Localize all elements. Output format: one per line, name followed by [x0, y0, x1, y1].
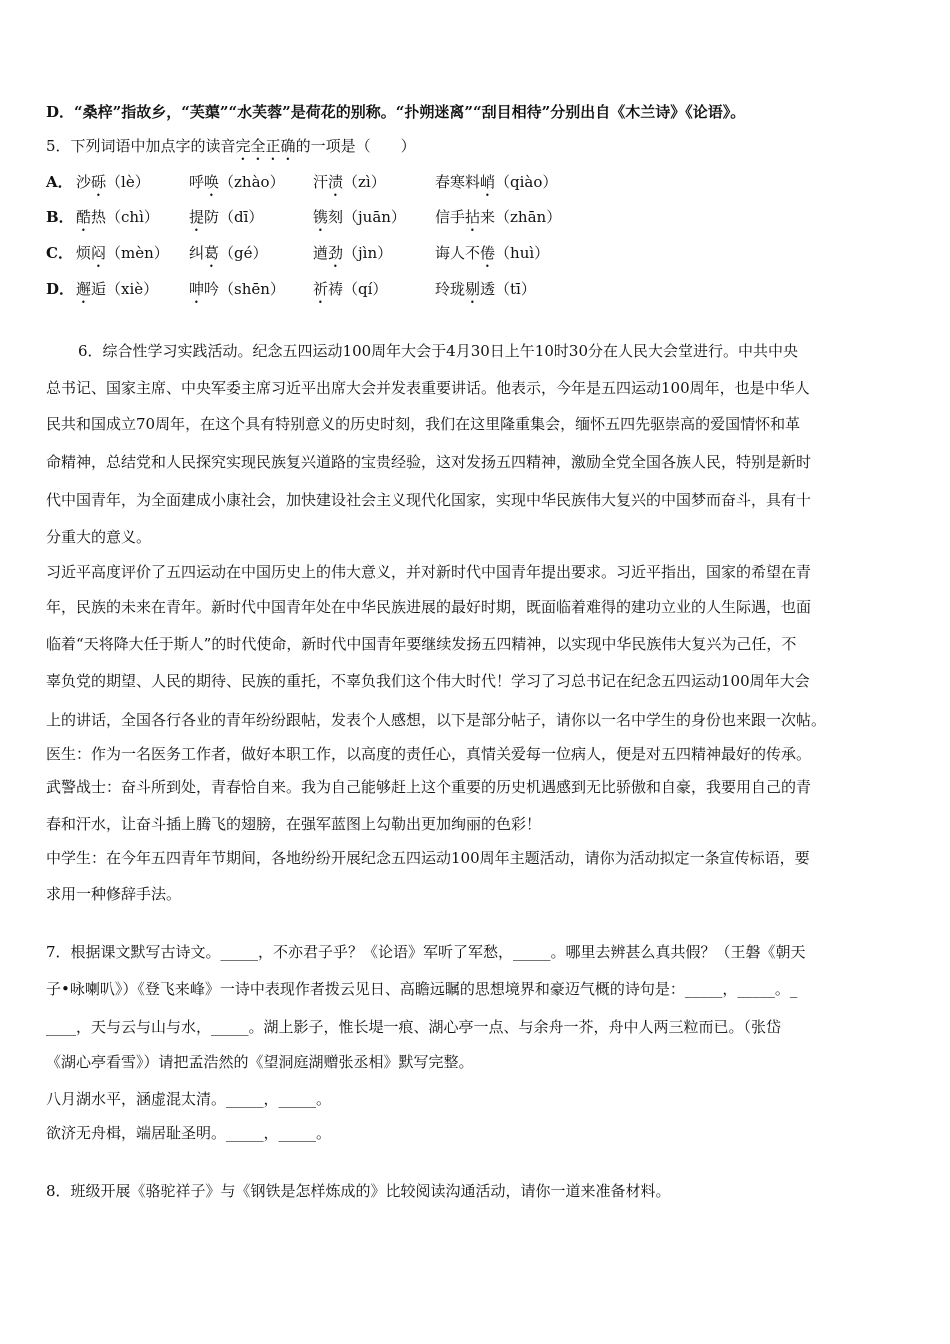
q5-option-word — [189, 206, 263, 235]
q5-word-post: 逅（xiè） — [91, 280, 159, 298]
q5-word-dot: 提 — [189, 208, 205, 226]
q7-line: 八月湖水平，涵虚混太清。_____，_____。 — [46, 1090, 332, 1108]
q5-option-letter: A． — [46, 173, 73, 191]
q6-line: 春和汗水，让奋斗插上腾飞的翅膀，在强军蓝图上勾勒出更加绚丽的色彩！ — [46, 815, 542, 833]
q5-word-pre: 纠 — [189, 244, 205, 262]
q5-stem-before: 5．下列词语中加点字的读音 — [46, 137, 236, 155]
q5-option-word — [189, 278, 285, 307]
q6-line: 武警战士：奋斗所到处，青春恰自来。我为自己能够赶上这个重要的历史机遇感到无比骄傲和自豪，我要用自己的青 — [46, 778, 812, 796]
q5-option-word — [435, 206, 561, 235]
q5-word-dot: 酷 — [76, 208, 92, 226]
q5-stem-dotted: 完全正确 — [235, 137, 296, 155]
q6-line: 上的讲话，全国各行各业的青年纷纷跟帖，发表个人感想，以下是部分帖子，请你以一名中学生的身份也来跟一次帖。 — [46, 711, 827, 729]
q5-word-post: 刻（juān） — [328, 208, 406, 226]
q5-word-post: （zì） — [343, 173, 386, 191]
q5-option-word — [313, 278, 387, 307]
q5-option-word — [189, 242, 268, 271]
q6-line: 6．综合性学习实践活动。纪念五四运动100周年大会于4月30日上午10时30分在人民大会堂进行。中共中央 — [78, 342, 798, 360]
q4-option-d: D．“桑梓”指故乡，“芙蕖”“水芙蓉”是荷花的别称。“扑朔迷离”“刮目相待”分别出自《木兰诗》《论语》。 — [46, 103, 746, 121]
q6-line: 医生：作为一名医务工作者，做好本职工作，以高度的责任心，真情关爱每一位病人，便是对五四精神最好的传承。 — [46, 745, 812, 763]
q6-line: 年，民族的未来在青年。新时代中国青年处在中华民族进展的最好时期，既面临着难得的建功立业的人生际遇，也面 — [46, 598, 812, 616]
q5-word-post: 吟（shēn） — [204, 280, 285, 298]
q7-line: 《湖心亭看雪》）请把孟浩然的《望洞庭湖赠张丞相》默写完整。 — [46, 1053, 474, 1071]
q5-option-word — [76, 171, 150, 200]
q5-option-word — [76, 242, 169, 271]
q5-word-dot: 峭 — [480, 173, 496, 191]
q5-option-word — [313, 206, 406, 235]
q5-option-word — [313, 242, 392, 271]
q7-line: 子•咏喇叭》）《登飞来峰》一诗中表现作者拨云见日、高瞻远瞩的思想境界和豪迈气概的诗句是：_____，_____。_ — [46, 980, 798, 998]
q5-word-dot: 闷 — [91, 244, 107, 262]
q5-word-post: 祷（qí） — [328, 280, 388, 298]
q5-word-post: 透（tī） — [480, 280, 536, 298]
q5-word-post: （huì） — [495, 244, 550, 262]
q6-line: 中学生：在今年五四青年节期间，各地纷纷开展纪念五四运动100周年主题活动，请你为活动拟定一条宣传标语，要 — [46, 849, 810, 867]
q5-word-dot: 渍 — [328, 173, 344, 191]
q5-option-letter: C． — [46, 244, 73, 262]
q5-word-dot: 剔 — [465, 280, 481, 298]
q5-word-dot: 葛 — [204, 244, 220, 262]
q5-word-pre: 玲珑 — [435, 280, 466, 298]
q5-stem-after: 的一项是（ ） — [295, 137, 416, 155]
q7-line: 欲济无舟楫，端居耻圣明。_____，_____。 — [46, 1124, 332, 1142]
q5-word-dot: 呻 — [189, 280, 205, 298]
q5-word-post: （lè） — [106, 173, 150, 191]
q5-word-post: 热（chì） — [91, 208, 159, 226]
q5-option-word — [435, 171, 557, 200]
q5-option-word — [435, 242, 549, 271]
q7-line: 7．根据课文默写古诗文。_____，不亦君子乎？《论语》军听了军愁，_____。哪里去辨甚么真共假？（王磐《朝天 — [46, 943, 806, 961]
q5-word-dot: 劲 — [328, 244, 344, 262]
q5-word-dot: 砾 — [91, 173, 107, 191]
q5-word-pre: 烦 — [76, 244, 92, 262]
q5-word-dot: 镌 — [313, 208, 329, 226]
q6-line: 分重大的意义。 — [46, 528, 152, 546]
q5-word-pre: 诲人不 — [435, 244, 481, 262]
q5-option-word — [76, 206, 159, 235]
q5-word-pre: 沙 — [76, 173, 92, 191]
q5-word-pre: 春寒料 — [435, 173, 481, 191]
q5-word-post: （jìn） — [343, 244, 393, 262]
q5-word-dot: 唤 — [204, 173, 220, 191]
q7-line: ____，天与云与山与水，_____。湖上影子，惟长堤一痕、湖心亭一点、与余舟一芥，舟中人两三粒而已。（张岱 — [46, 1018, 782, 1036]
q8-question: 8．班级开展《骆驼祥子》与《钢铁是怎样炼成的》比较阅读沟通活动，请你一道来准备材料。 — [46, 1182, 671, 1200]
q5-option-word — [435, 278, 536, 307]
q5-word-dot: 拈 — [465, 208, 481, 226]
q5-word-pre: 遒 — [313, 244, 329, 262]
q5-option-word — [313, 171, 386, 200]
q5-word-pre: 信手 — [435, 208, 466, 226]
q5-word-post: 来（zhān） — [480, 208, 562, 226]
q5-word-dot: 祈 — [313, 280, 329, 298]
q6-line: 求用一种修辞手法。 — [46, 885, 182, 903]
q6-line: 临着“天将降大任于斯人”的时代使命，新时代中国青年要继续发扬五四精神，以实现中华民族伟大复兴为己任，不 — [46, 635, 797, 653]
q5-option-word — [76, 278, 158, 307]
q6-line: 辜负党的期望、人民的期待、民族的重托，不辜负我们这个伟大时代！学习了习总书记在纪念五四运动100周年大会 — [46, 672, 810, 690]
q5-stem — [46, 135, 416, 164]
q6-line: 命精神，总结党和人民探究实现民族复兴道路的宝贵经验，这对发扬五四精神，激励全党全国各族人民，特别是新时 — [46, 453, 812, 471]
q5-option-word — [189, 171, 285, 200]
q5-word-dot: 倦 — [480, 244, 496, 262]
q5-word-post: （mèn） — [106, 244, 169, 262]
q5-word-post: 防（dī） — [204, 208, 264, 226]
q5-option-letter: D． — [46, 280, 75, 298]
q5-word-post: （gé） — [219, 244, 268, 262]
q5-word-pre: 呼 — [189, 173, 205, 191]
q5-word-pre: 汗 — [313, 173, 329, 191]
q6-line: 总书记、国家主席、中央军委主席习近平出席大会并发表重要讲话。他表示，今年是五四运动100周年，也是中华人 — [46, 379, 810, 397]
q6-line: 习近平高度评价了五四运动在中国历史上的伟大意义，并对新时代中国青年提出要求。习近平指出，国家的希望在青 — [46, 563, 812, 581]
q6-line: 民共和国成立70周年，在这个具有特别意义的历史时刻，我们在这里隆重集会，缅怀五四先驱崇高的爱国情怀和革 — [46, 415, 801, 433]
q5-word-post: （qiào） — [495, 173, 558, 191]
q6-line: 代中国青年，为全面建成小康社会，加快建设社会主义现代化国家，实现中华民族伟大复兴的中国梦而奋斗，具有十 — [46, 491, 812, 509]
q5-option-letter: B． — [46, 208, 74, 226]
q5-word-post: （zhào） — [219, 173, 285, 191]
q5-word-dot: 邂 — [76, 280, 92, 298]
